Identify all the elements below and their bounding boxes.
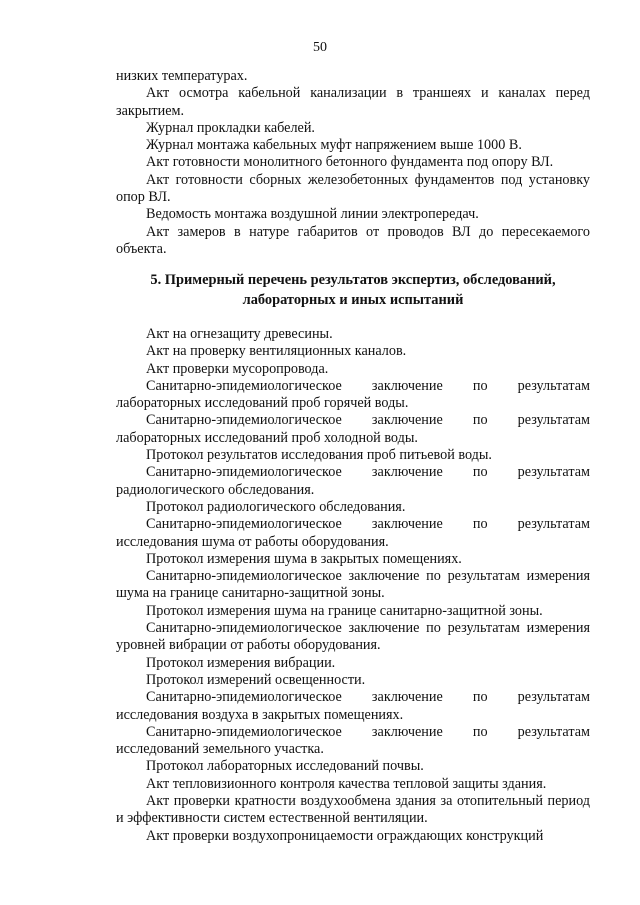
list-item: Протокол лабораторных исследований почвы. <box>146 758 424 775</box>
list-item: Протокол результатов исследования проб питьевой воды. <box>146 447 492 464</box>
list-item: Акт на проверку вентиляционных каналов. <box>146 343 407 360</box>
top-paragraphs <box>116 68 590 258</box>
section-heading-line: 5. Примерный перечень результатов экспертиз, обследований, <box>150 272 556 288</box>
list-item: Санитарно-эпидемиологическое заключение по результатам исследования воздуха в закрытых помещениях. <box>116 689 590 723</box>
list-item: Протокол измерения шума в закрытых помещениях. <box>146 550 462 567</box>
list-item: Протокол радиологического обследования. <box>146 498 406 515</box>
list-item: Акт проверки воздухопроницаемости ограждающих конструкций <box>146 827 544 844</box>
paragraph: Акт замеров в натуре габаритов от проводов ВЛ до пересекаемого объекта. <box>116 223 590 257</box>
list-item: Протокол измерения вибрации. <box>146 654 336 671</box>
list-item: Санитарно-эпидемиологическое заключение по результатам измерения уровней вибрации от работы оборудования. <box>116 620 590 654</box>
paragraph: Ведомость монтажа воздушной линии электропередач. <box>146 206 479 223</box>
page-number: 50 <box>313 40 327 55</box>
list-item: Акт тепловизионного контроля качества тепловой защиты здания. <box>146 775 547 792</box>
list-item: Акт на огнезащиту древесины. <box>146 326 333 342</box>
list-item: Санитарно-эпидемиологическое заключение по результатам исследований земельного участка. <box>116 723 590 758</box>
paragraph: низких температурах. <box>116 68 248 84</box>
paragraph: Акт осмотра кабельной канализации в траншеях и каналах перед закрытием. <box>116 85 590 119</box>
results-list <box>116 326 590 845</box>
list-item: Санитарно-эпидемиологическое заключение по результатам лабораторных исследований проб холодной воды. <box>116 412 590 446</box>
list-item: Санитарно-эпидемиологическое заключение по результатам измерения шума на границе санитарно-защитной зоны. <box>116 568 590 602</box>
paragraph: Журнал прокладки кабелей. <box>146 119 315 136</box>
list-item: Санитарно-эпидемиологическое заключение по результатам радиологического обследования. <box>116 464 590 498</box>
section-heading <box>116 270 590 310</box>
list-item: Акт проверки мусоропровода. <box>146 360 329 377</box>
list-item: Санитарно-эпидемиологическое заключение по результатам исследования шума от работы оборудования. <box>116 516 590 550</box>
list-item: Протокол измерения шума на границе санитарно-защитной зоны. <box>146 602 543 619</box>
paragraph: Акт готовности монолитного бетонного фундамента под опору ВЛ. <box>146 154 554 171</box>
paragraph: Журнал монтажа кабельных муфт напряжением выше 1000 В. <box>146 137 522 154</box>
list-item: Протокол измерений освещенности. <box>146 671 366 688</box>
paragraph: Акт готовности сборных железобетонных фундаментов под установку опор ВЛ. <box>116 171 590 206</box>
section-heading-line: лабораторных и иных испытаний <box>242 292 464 308</box>
list-item: Санитарно-эпидемиологическое заключение по результатам лабораторных исследований проб горячей воды. <box>116 377 590 412</box>
list-item: Акт проверки кратности воздухообмена здания за отопительный период и эффективности систем естественной вентиляции. <box>116 793 590 827</box>
